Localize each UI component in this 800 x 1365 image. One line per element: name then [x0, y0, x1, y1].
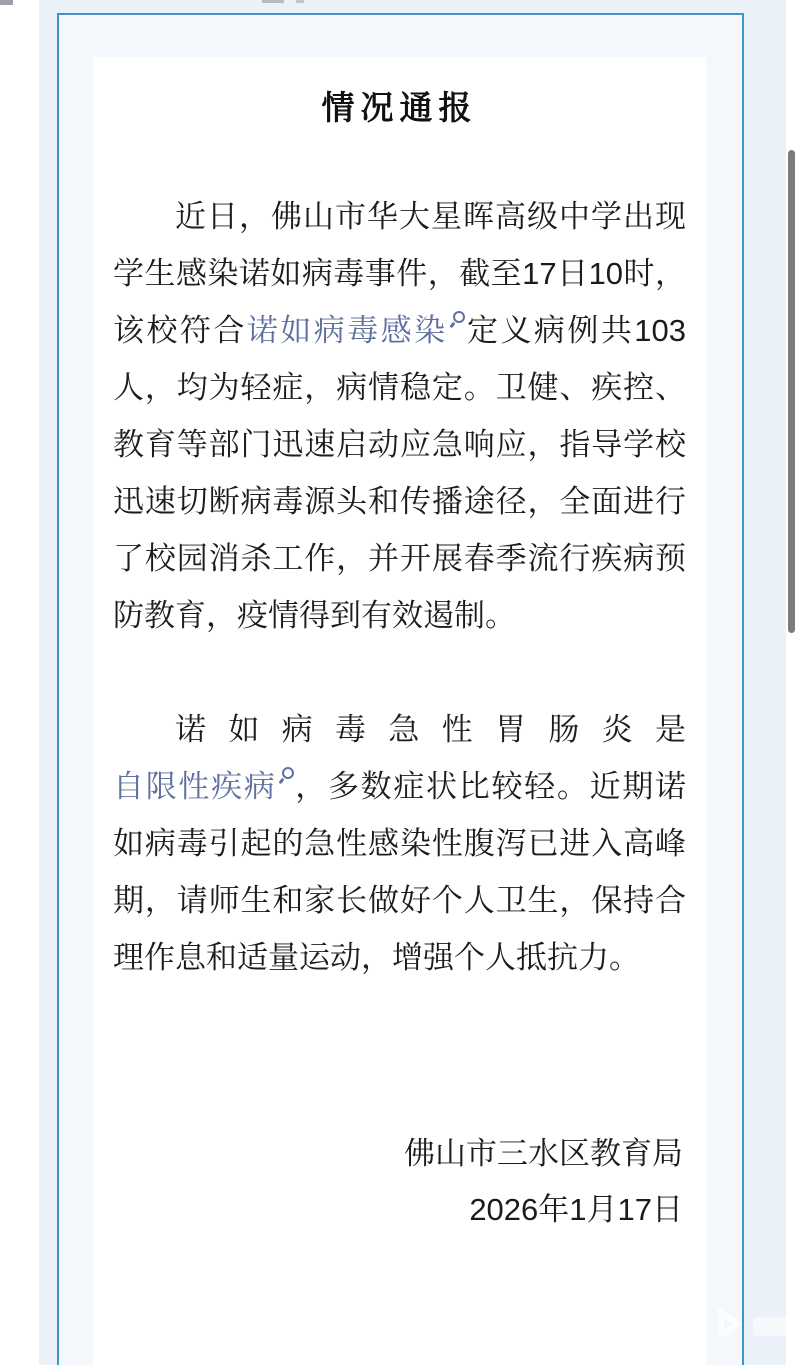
search-icon	[450, 311, 465, 328]
paragraph-text: 近日，佛山市华大星晖高级中学出现学生感染诺如病毒事件，截至17日10时，该校符合	[113, 199, 686, 348]
screen-artifact	[0, 0, 13, 5]
paragraph	[113, 188, 686, 644]
screen-artifact	[262, 0, 284, 3]
notice-title: 情况通报	[321, 89, 478, 126]
entity-link[interactable]: 自限性疾病	[113, 769, 294, 804]
paragraph-text: ，多数症状比较轻。近期诺如病毒引起的急性感染性腹泻已进入高峰期，请师生和家长做好个人卫生，保持合理作息和适量运动，增强个人抵抗力。	[113, 769, 687, 975]
entity-link[interactable]: 诺如病毒感染	[247, 313, 465, 348]
article-body	[113, 188, 686, 986]
signature-block	[113, 1126, 686, 1238]
screen-artifact	[296, 0, 304, 3]
scrollbar-thumb[interactable]	[788, 150, 795, 633]
paragraph	[113, 701, 686, 986]
paragraph-text: 诺如病毒急性胃肠炎是	[175, 712, 686, 747]
notice-card	[93, 57, 706, 1365]
search-icon	[279, 767, 294, 784]
signature-organization: 佛山市三水区教育局	[404, 1136, 683, 1171]
paragraph-text: 定义病例共103人，均为轻症，病情稳定。卫健、疾控、教育等部门迅速启动应急响应，指导学校迅速切断病毒源头和传播途径，全面进行了校园消杀工作，并开展春季流行疾病预防教育，疫情得到有效遏制。	[113, 313, 687, 633]
signature-date: 2026年1月17日	[469, 1192, 683, 1227]
